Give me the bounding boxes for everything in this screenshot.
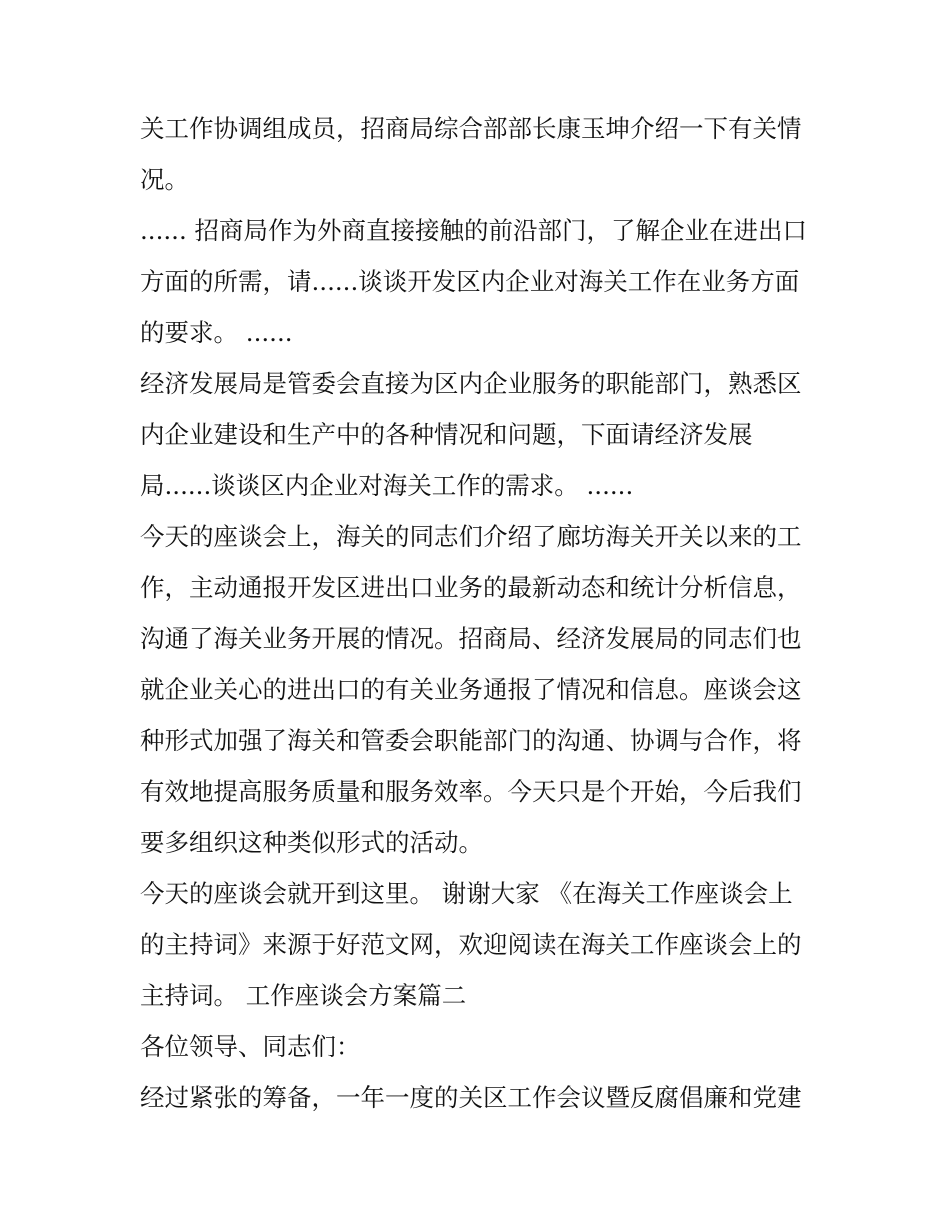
document-body bbox=[140, 103, 820, 1123]
text-line: ...... 招商局作为外商直接接触的前沿部门，了解企业在进出口 bbox=[140, 216, 808, 245]
text-line: 今天的座谈会上，海关的同志们介绍了廊坊海关开关以来的工 bbox=[140, 522, 802, 551]
text-line: 作，主动通报开发区进出口业务的最新动态和统计分析信息， bbox=[140, 573, 802, 602]
text-line: 沟通了海关业务开展的情况。招商局、经济发展局的同志们也 bbox=[140, 624, 802, 653]
text-line: 主持词。 工作座谈会方案篇二 bbox=[140, 981, 467, 1010]
text-line: 的要求。 ...... bbox=[140, 318, 293, 347]
text-line: 经过紧张的筹备，一年一度的关区工作会议暨反腐倡廉和党建 bbox=[140, 1083, 802, 1112]
text-line: 就企业关心的进出口的有关业务通报了情况和信息。座谈会这 bbox=[140, 675, 802, 704]
text-line: 的主持词》来源于好范文网，欢迎阅读在海关工作座谈会上的 bbox=[140, 930, 802, 959]
text-line: 要多组织这种类似形式的活动。 bbox=[140, 828, 483, 857]
text-line: 有效地提高服务质量和服务效率。今天只是个开始，今后我们 bbox=[140, 777, 802, 806]
text-line: 经济发展局是管委会直接为区内企业服务的职能部门，熟悉区 bbox=[140, 369, 802, 398]
text-line: 关工作协调组成员，招商局综合部部长康玉坤介绍一下有关情 bbox=[140, 114, 802, 143]
text-line: 况。 bbox=[140, 165, 189, 194]
text-line: 今天的座谈会就开到这里。 谢谢大家 《在海关工作座谈会上 bbox=[140, 879, 793, 908]
text-line: 种形式加强了海关和管委会职能部门的沟通、协调与合作，将 bbox=[140, 726, 802, 755]
text-line: 内企业建设和生产中的各种情况和问题，下面请经济发展 bbox=[140, 420, 753, 449]
text-line: 各位领导、同志们： bbox=[140, 1032, 361, 1061]
text-line: 方面的所需，请......谈谈开发区内企业对海关工作在业务方面 bbox=[140, 267, 800, 296]
text-line: 局......谈谈区内企业对海关工作的需求。 ...... bbox=[140, 471, 634, 500]
